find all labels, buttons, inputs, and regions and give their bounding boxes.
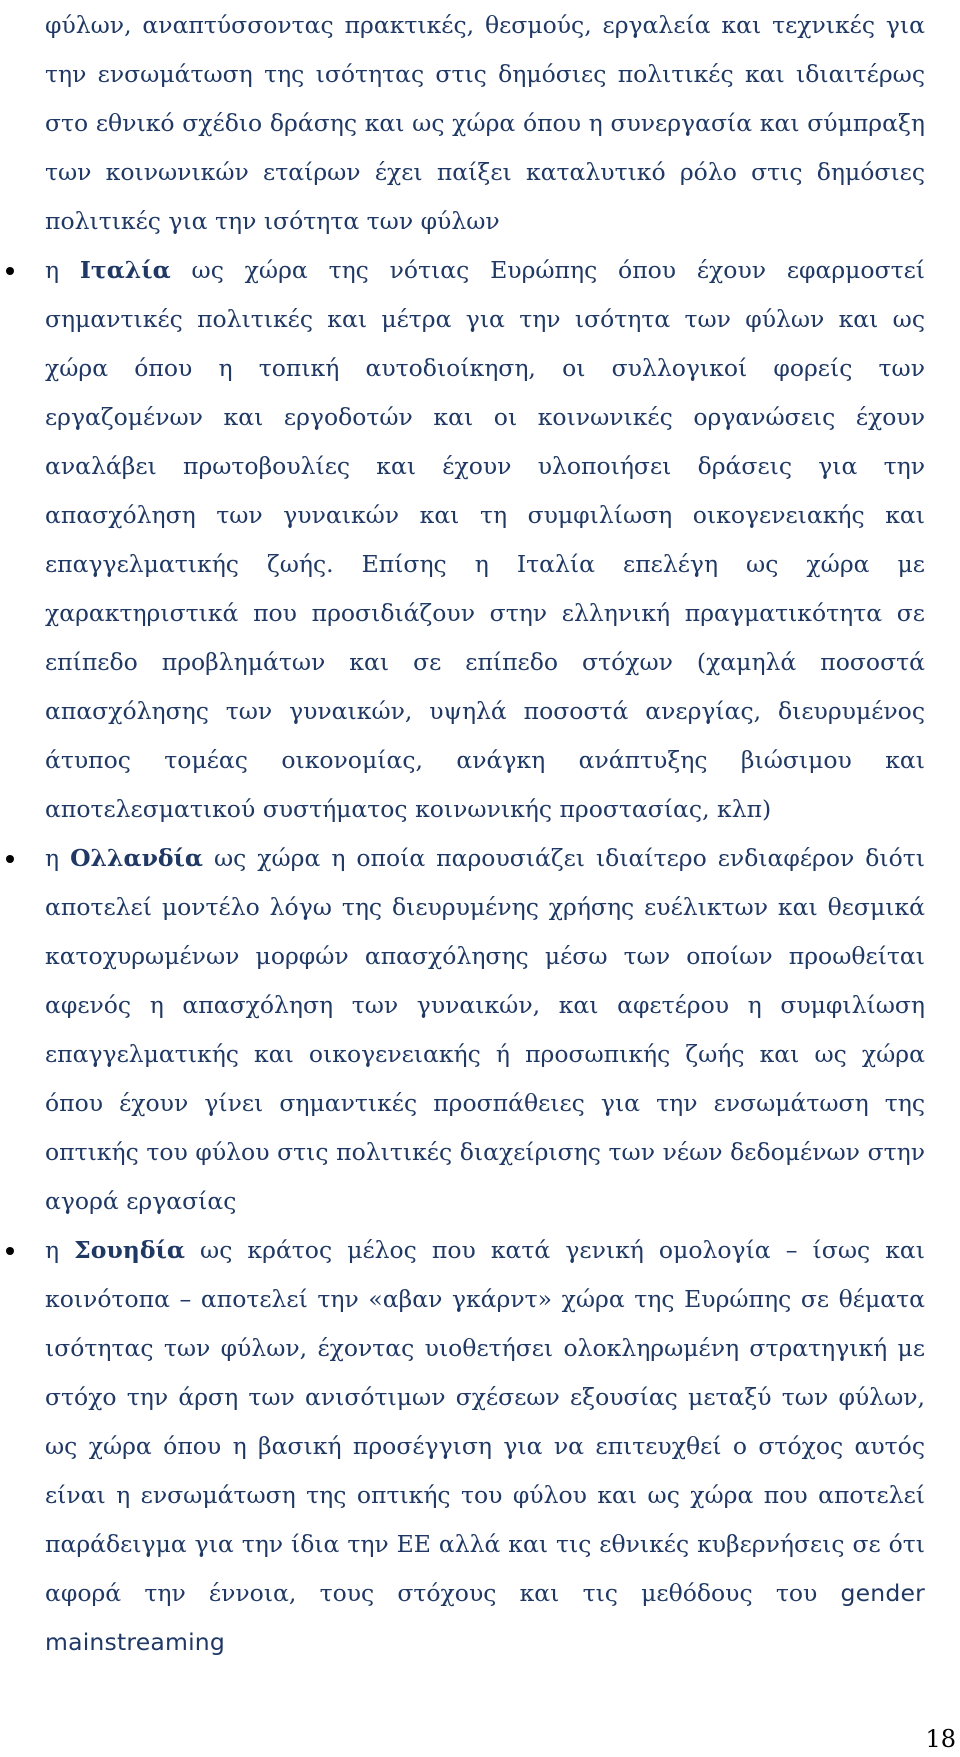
bullet-text: ως κράτος μέλος που κατά γενική ομολογία – ίσως και κοινότοπα – αποτελεί την «αβαν γκάρντ» χώρα της Ευρώπης σε θέματα ισότητας των φύλων, έχοντας υιοθετήσει ολοκληρωμένη στρατηγική με στόχο την άρση των ανισότιμων σχέσεων εξουσίας μεταξύ των φύλων, ως χώρα όπου η βασική προσέγγιση για να επιτευχθεί ο στόχος αυτός είναι η ενσωμάτωση της οπτικής του φύλου και ως χώρα που αποτελεί παράδειγμα για την ίδια την ΕΕ αλλά και τις εθνικές κυβερνήσεις σε ότι αφορά την έννοια, τους στόχους και τις μεθόδους του xyxy=(45,1236,925,1607)
country-name: Σουηδία xyxy=(74,1236,185,1264)
country-name: Ιταλία xyxy=(79,256,171,284)
bullet-text: ως χώρα της νότιας Ευρώπης όπου έχουν εφαρμοστεί σημαντικές πολιτικές και μέτρα για την ισότητα των φύλων και ως χώρα όπου η τοπική αυτοδιοίκηση, οι συλλογικοί φορείς των εργαζομένων και εργοδοτών και οι κοινωνικές οργανώσεις έχουν αναλάβει πρωτοβουλίες και έχουν υλοποιήσει δράσεις για την απασχόληση των γυναικών και τη συμφιλίωση οικογενειακής και επαγγελματικής ζωής. Επίσης η Ιταλία επελέγη ως χώρα με χαρακτηριστικά που προσιδιάζουν στην ελληνική πραγματικότητα σε επίπεδο προβλημάτων και σε επίπεδο στόχων (χαμηλά ποσοστά απασχόλησης των γυναικών, υψηλά ποσοστά ανεργίας, διευρυμένος άτυπος τομέας οικονομίας, ανάγκη ανάπτυξης βιώσιμου και αποτελεσματικού συστήματος κοινωνικής προστασίας, κλπ) xyxy=(45,256,925,823)
list-item xyxy=(0,246,925,834)
english-term: gender mainstreaming xyxy=(45,1579,925,1656)
bullet-icon xyxy=(6,267,14,275)
bullet-prefix: η xyxy=(45,844,71,872)
intro-paragraph: φύλων, αναπτύσσοντας πρακτικές, θεσμούς, εργαλεία και τεχνικές για την ενσωμάτωση της ισότητας στις δημόσιες πολιτικές και ιδιαιτέρως στο εθνικό σχέδιο δράσης και ως χώρα όπου η συνεργασία και σύμπραξη των κοινωνικών εταίρων έχει παίξει καταλυτικό ρόλο στις δημόσιες πολιτικές για την ισότητα των φύλων xyxy=(45,11,925,235)
list-item xyxy=(0,834,925,1226)
bullet-icon xyxy=(6,1247,14,1255)
country-bullet-list xyxy=(0,246,960,1667)
bullet-prefix: η xyxy=(45,1236,75,1264)
bullet-text: ως χώρα η οποία παρουσιάζει ιδιαίτερο ενδιαφέρον διότι αποτελεί μοντέλο λόγω της διευρυμένης χρήσης ευέλικτων και θεσμικά κατοχυρωμένων μορφών απασχόλησης μέσω των οποίων προωθείται αφενός η απασχόληση των γυναικών, και αφετέρου η συμφιλίωση επαγγελματικής και οικογενειακής ή προσωπικής ζωής και ως χώρα όπου έχουν γίνει σημαντικές προσπάθειες για την ενσωμάτωση της οπτικής του φύλου στις πολιτικές διαχείρισης των νέων δεδομένων στην αγορά εργασίας xyxy=(45,844,925,1215)
bullet-prefix: η xyxy=(45,256,80,284)
list-item xyxy=(0,1226,925,1667)
country-name: Ολλανδία xyxy=(70,844,204,872)
page-number: 18 xyxy=(925,1725,956,1753)
bullet-icon xyxy=(6,855,14,863)
